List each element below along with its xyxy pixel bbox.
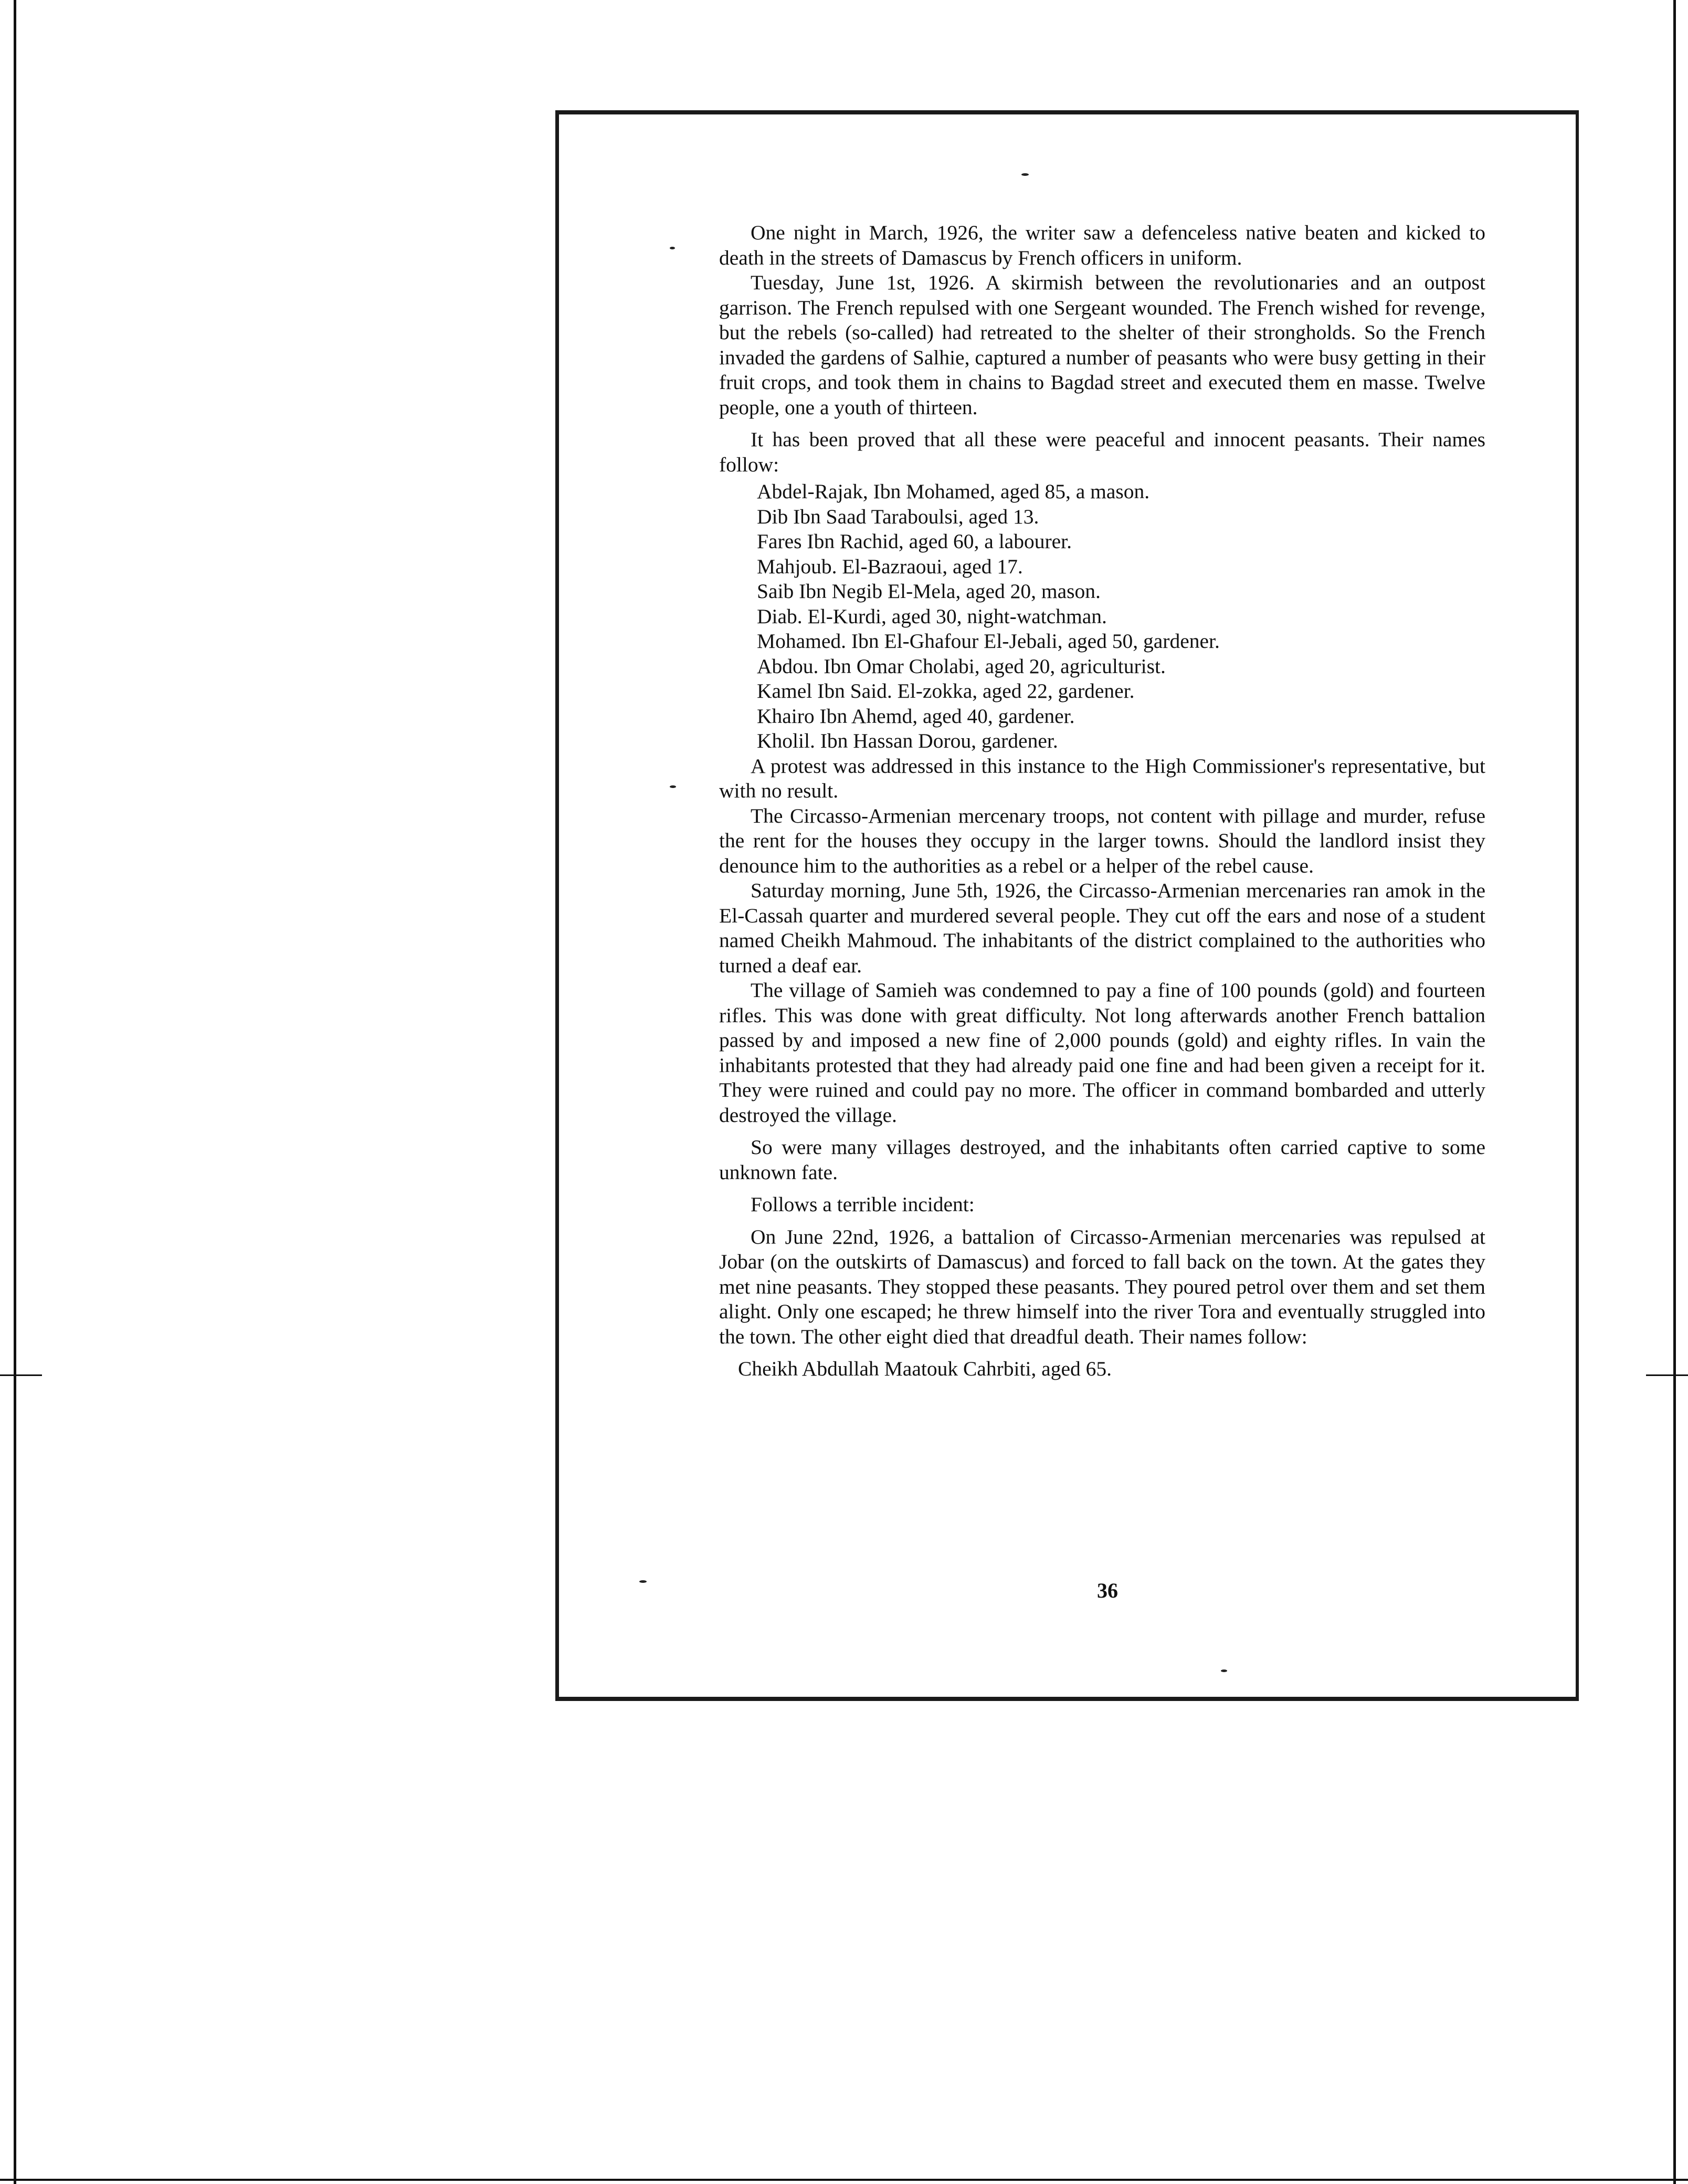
- paragraph-june-5th: Saturday morning, June 5th, 1926, the Circasso-Armenian mercenaries ran amok in the El-Cassah quarter and murdered several people. They cut off the ears and nose of a student named Cheikh Mahmoud. The inhabitants of the district complained to the authorities who turned a deaf ear.: [719, 879, 1485, 977]
- list-item: Mohamed. Ibn El-Ghafour El-Jebali, aged 50, gardener.: [757, 629, 1220, 653]
- paragraph-march-1926: One night in March, 1926, the writer saw a defenceless native beaten and kicked to death in the streets of Damascus by French officers in uniform.: [719, 221, 1485, 269]
- list-item: Abdou. Ibn Omar Cholabi, aged 20, agriculturist.: [757, 654, 1166, 678]
- frame-mid-tick-right: [1646, 1374, 1688, 1376]
- paragraph-samieh-village: The village of Samieh was condemned to pay a fine of 100 pounds (gold) and fourteen rifles. This was done with great difficulty. Not long afterwards another French battalion passed by and imposed a new fine of 2,000 pounds (gold) and eighty rifles. In vain the inhabitants protested that they had already paid one fine and had been given a receipt for it. They were ruined and could pay no more. The officer in command bombarded and utterly destroyed the village.: [719, 979, 1485, 1127]
- list-item: Abdel-Rajak, Ibn Mohamed, aged 85, a mason.: [757, 480, 1150, 503]
- paragraph-peaceful-peasants: It has been proved that all these were peaceful and innocent peasants. Their names follow:: [719, 428, 1485, 476]
- scan-speck: [1021, 173, 1029, 176]
- scan-speck: [639, 1580, 647, 1583]
- list-item: Saib Ibn Negib El-Mela, aged 20, mason.: [757, 580, 1101, 603]
- scan-speck: [670, 785, 676, 788]
- scan-speck: [670, 247, 675, 249]
- paragraph-mercenary-rent: The Circasso-Armenian mercenary troops, not content with pillage and murder, refuse the rent for the houses they occupy in the larger towns. Should the landlord insist they denounce him to the authorities as a rebel or a helper of the rebel cause.: [719, 804, 1485, 877]
- list-item: Kamel Ibn Said. El-zokka, aged 22, gardener.: [757, 679, 1135, 702]
- page-number: 36: [1097, 1579, 1118, 1602]
- final-victim-name: Cheikh Abdullah Maatouk Cahrbiti, aged 65.: [738, 1357, 1112, 1380]
- paragraph-june-22nd: On June 22nd, 1926, a battalion of Circasso-Armenian mercenaries was repulsed at Jobar (on the outskirts of Damascus) and forced to fall back on the town. At the gates they met nine peasants. They stopped these peasants. They poured petrol over them and set them alight. Only one escaped; he threw himself into the river Tora and eventually struggled into the town. The other eight died that dreadful death. Their names follow:: [719, 1225, 1485, 1348]
- list-item: Khairo Ibn Ahemd, aged 40, gardener.: [757, 704, 1075, 728]
- frame-bottom-line: [0, 2179, 1688, 2181]
- frame-mid-tick-left: [0, 1374, 42, 1376]
- scan-speck: [1221, 1670, 1227, 1672]
- list-item: Fares Ibn Rachid, aged 60, a labourer.: [757, 530, 1072, 553]
- paragraph-terrible-incident: Follows a terrible incident:: [751, 1193, 975, 1216]
- document-body: [719, 220, 1485, 1382]
- frame-right-line: [1673, 0, 1676, 2184]
- paragraph-villages-destroyed: So were many villages destroyed, and the inhabitants often carried captive to some unknown fate.: [719, 1136, 1485, 1184]
- list-item: Diab. El-Kurdi, aged 30, night-watchman.: [757, 604, 1107, 628]
- list-item: Dib Ibn Saad Taraboulsi, aged 13.: [757, 505, 1039, 528]
- paragraph-protest: A protest was addressed in this instance to the High Commissioner's representative, but with no result.: [719, 754, 1485, 802]
- list-item: Mahjoub. El-Bazraoui, aged 17.: [757, 554, 1023, 578]
- victims-list-salhie: [757, 479, 1485, 754]
- paragraph-june-1st: Tuesday, June 1st, 1926. A skirmish between the revolutionaries and an outpost garrison. The French repulsed with one Sergeant wounded. The French wished for revenge, but the rebels (so-called) had retreated to the shelter of their strongholds. So the French invaded the gardens of Salhie, captured a number of peasants who were busy getting in their fruit crops, and took them in chains to Bagdad street and executed them en masse. Twelve people, one a youth of thirteen.: [719, 271, 1485, 419]
- list-item: Kholil. Ibn Hassan Dorou, gardener.: [757, 729, 1058, 752]
- frame-left-line: [14, 0, 16, 2184]
